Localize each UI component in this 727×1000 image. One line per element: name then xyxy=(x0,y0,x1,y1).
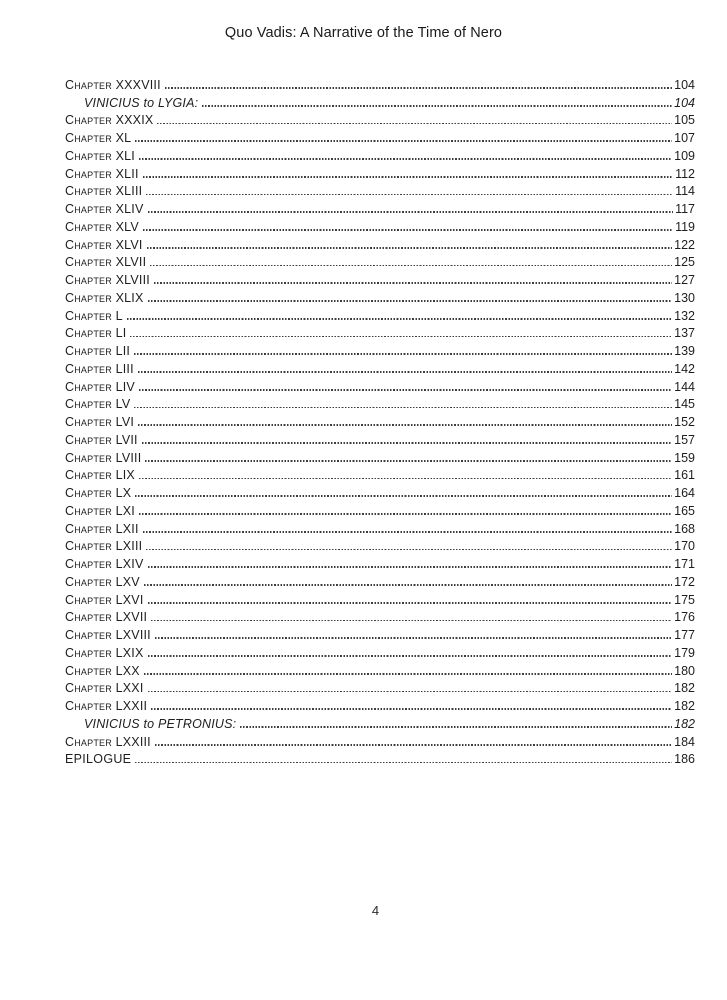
toc-entry-page: 182 xyxy=(674,699,695,713)
toc-entry-page: 117 xyxy=(675,202,695,216)
dot-leader xyxy=(135,140,672,142)
toc-entry-page: 109 xyxy=(674,148,695,163)
dot-leader xyxy=(151,620,672,622)
toc-entry xyxy=(65,695,695,713)
toc-entry-label: Chapter LXXII xyxy=(65,699,148,713)
dot-leader xyxy=(139,389,672,391)
toc-entry xyxy=(65,429,695,447)
toc-entry xyxy=(65,216,695,234)
toc-entry xyxy=(65,376,695,394)
toc-entry-page: 127 xyxy=(674,273,695,287)
dot-leader xyxy=(202,105,672,107)
dot-leader xyxy=(134,353,672,355)
toc-entry xyxy=(65,127,695,145)
toc-entry-label: Chapter XLI xyxy=(65,148,135,163)
toc-entry-label: Chapter XLIII xyxy=(65,184,143,199)
toc-entry-page: 171 xyxy=(674,557,695,571)
dot-leader xyxy=(145,460,672,462)
toc-entry-page: 184 xyxy=(674,734,695,749)
toc-entry xyxy=(65,358,695,376)
toc-entry-page: 107 xyxy=(674,131,695,145)
toc-entry-label: Chapter LVII xyxy=(65,432,138,447)
toc-entry-label: Chapter LIV xyxy=(65,379,135,394)
toc-entry xyxy=(65,252,695,270)
toc-entry-page: 168 xyxy=(674,521,695,536)
dot-leader xyxy=(138,424,672,426)
toc-entry-label: Chapter XLV xyxy=(65,219,139,234)
toc-entry xyxy=(65,74,695,92)
dot-leader xyxy=(139,513,672,515)
toc-entry-page: 114 xyxy=(675,184,695,199)
toc-entry-page: 157 xyxy=(674,432,695,447)
toc-entry-label: Chapter LXXIII xyxy=(65,734,151,749)
dot-leader xyxy=(139,478,672,480)
toc-entry-page: 175 xyxy=(674,592,695,607)
toc-entry xyxy=(65,500,695,518)
dot-leader xyxy=(148,211,674,213)
document-title: Quo Vadis: A Narrative of the Time of Nero xyxy=(224,25,503,41)
toc-entry-page: 130 xyxy=(674,290,695,305)
toc-entry-label: Chapter XLVI xyxy=(65,237,143,252)
toc-subentry xyxy=(65,92,695,110)
dot-leader xyxy=(154,282,672,284)
dot-leader xyxy=(148,300,673,302)
toc-entry xyxy=(65,340,695,358)
toc-entry xyxy=(65,642,695,660)
toc-entry-label: EPILOGUE xyxy=(65,752,132,767)
toc-entry xyxy=(65,394,695,412)
dot-leader xyxy=(143,531,673,533)
dot-leader xyxy=(127,318,672,320)
toc-entry-label: Chapter LIX xyxy=(65,468,135,483)
table-of-contents xyxy=(65,74,695,766)
toc-entry xyxy=(65,465,695,483)
toc-entry-label: VINICIUS to LYGIA: xyxy=(84,95,199,110)
dot-leader xyxy=(157,123,672,125)
toc-entry-page: 137 xyxy=(674,326,695,341)
toc-entry-page: 179 xyxy=(674,645,695,660)
toc-entry-page: 142 xyxy=(674,361,695,376)
toc-entry-label: Chapter LXX xyxy=(65,663,140,678)
toc-entry-label: Chapter XL xyxy=(65,131,132,145)
toc-entry-page: 145 xyxy=(674,397,695,412)
dot-leader xyxy=(148,566,673,568)
dot-leader xyxy=(134,407,672,409)
toc-entry xyxy=(65,234,695,252)
dot-leader xyxy=(150,265,672,267)
dot-leader xyxy=(135,495,672,497)
toc-entry xyxy=(65,624,695,642)
dot-leader xyxy=(130,336,672,338)
dot-leader xyxy=(135,762,672,764)
dot-leader xyxy=(165,87,672,89)
toc-entry-page: 182 xyxy=(674,681,695,696)
toc-entry-page: 165 xyxy=(674,503,695,518)
toc-entry xyxy=(65,553,695,571)
toc-entry xyxy=(65,411,695,429)
toc-subentry xyxy=(65,713,695,731)
toc-entry-label: Chapter LXVIII xyxy=(65,628,151,642)
toc-entry-page: 132 xyxy=(674,308,695,323)
dot-leader xyxy=(148,691,673,693)
dot-leader xyxy=(155,744,672,746)
dot-leader xyxy=(139,158,672,160)
toc-entry-label: Chapter XLIV xyxy=(65,202,144,216)
toc-entry-label: Chapter LVI xyxy=(65,415,135,429)
dot-leader xyxy=(138,371,672,373)
toc-entry-label: Chapter XXXIX xyxy=(65,113,154,128)
toc-entry-page: 176 xyxy=(674,610,695,625)
toc-entry-page: 125 xyxy=(674,255,695,270)
toc-entry-label: Chapter LXVI xyxy=(65,592,144,607)
toc-entry xyxy=(65,198,695,216)
dot-leader xyxy=(151,708,672,710)
toc-entry-label: Chapter LII xyxy=(65,344,131,358)
toc-entry-page: 170 xyxy=(674,539,695,554)
page-number: 4 xyxy=(371,903,380,918)
toc-entry-label: Chapter LXVII xyxy=(65,610,148,625)
toc-entry-page: 119 xyxy=(675,219,695,234)
toc-entry-page: 104 xyxy=(674,95,695,110)
toc-entry xyxy=(65,749,695,767)
toc-entry-page: 161 xyxy=(674,468,695,483)
toc-entry-label: Chapter XLIX xyxy=(65,290,144,305)
toc-entry-label: Chapter LIII xyxy=(65,361,134,376)
dot-leader xyxy=(144,584,672,586)
toc-entry-label: Chapter LI xyxy=(65,326,127,341)
toc-entry-page: 152 xyxy=(674,415,695,429)
dot-leader xyxy=(144,673,672,675)
toc-entry-page: 122 xyxy=(674,237,695,252)
toc-entry-page: 180 xyxy=(674,663,695,678)
dot-leader xyxy=(143,176,673,178)
toc-entry-label: Chapter LXIII xyxy=(65,539,143,554)
toc-entry-label: Chapter LXV xyxy=(65,574,140,589)
dot-leader xyxy=(146,549,672,551)
toc-entry-page: 177 xyxy=(674,628,695,642)
toc-entry-page: 139 xyxy=(674,344,695,358)
toc-entry xyxy=(65,269,695,287)
toc-entry xyxy=(65,323,695,341)
toc-entry-label: Chapter XLVII xyxy=(65,255,147,270)
dot-leader xyxy=(142,442,672,444)
toc-entry xyxy=(65,678,695,696)
toc-entry xyxy=(65,536,695,554)
toc-entry xyxy=(65,305,695,323)
toc-entry-page: 182 xyxy=(674,716,695,731)
dot-leader xyxy=(148,655,673,657)
toc-entry-label: Chapter LXIV xyxy=(65,557,144,571)
toc-entry xyxy=(65,145,695,163)
toc-entry-label: Chapter XXXVIII xyxy=(65,77,161,92)
toc-entry-label: Chapter LXI xyxy=(65,503,135,518)
toc-entry-label: Chapter LXII xyxy=(65,521,139,536)
toc-entry xyxy=(65,447,695,465)
toc-entry-label: Chapter L xyxy=(65,308,123,323)
toc-entry xyxy=(65,287,695,305)
dot-leader xyxy=(146,194,673,196)
toc-entry-label: Chapter LVIII xyxy=(65,450,142,465)
toc-entry-label: Chapter LV xyxy=(65,397,131,412)
dot-leader xyxy=(155,637,672,639)
toc-entry-label: Chapter LX xyxy=(65,486,132,500)
dot-leader xyxy=(147,247,673,249)
toc-entry-page: 112 xyxy=(675,166,695,181)
dot-leader xyxy=(143,229,673,231)
toc-entry xyxy=(65,110,695,128)
toc-entry-label: Chapter XLVIII xyxy=(65,273,150,287)
toc-entry xyxy=(65,731,695,749)
toc-entry-page: 164 xyxy=(674,486,695,500)
toc-entry-page: 105 xyxy=(674,113,695,128)
toc-entry-page: 104 xyxy=(674,77,695,92)
toc-entry xyxy=(65,571,695,589)
toc-entry xyxy=(65,181,695,199)
dot-leader xyxy=(240,726,672,728)
toc-entry-label: Chapter LXIX xyxy=(65,645,144,660)
dot-leader xyxy=(148,602,673,604)
toc-entry xyxy=(65,607,695,625)
toc-entry-label: Chapter LXXI xyxy=(65,681,144,696)
toc-entry-page: 186 xyxy=(674,752,695,767)
toc-entry xyxy=(65,660,695,678)
toc-entry-label: Chapter XLII xyxy=(65,166,139,181)
toc-entry xyxy=(65,518,695,536)
toc-entry-page: 172 xyxy=(674,574,695,589)
toc-entry-page: 144 xyxy=(674,379,695,394)
toc-entry xyxy=(65,589,695,607)
toc-entry-label: VINICIUS to PETRONIUS: xyxy=(84,716,237,731)
toc-entry xyxy=(65,482,695,500)
toc-entry xyxy=(65,163,695,181)
toc-entry-page: 159 xyxy=(674,450,695,465)
